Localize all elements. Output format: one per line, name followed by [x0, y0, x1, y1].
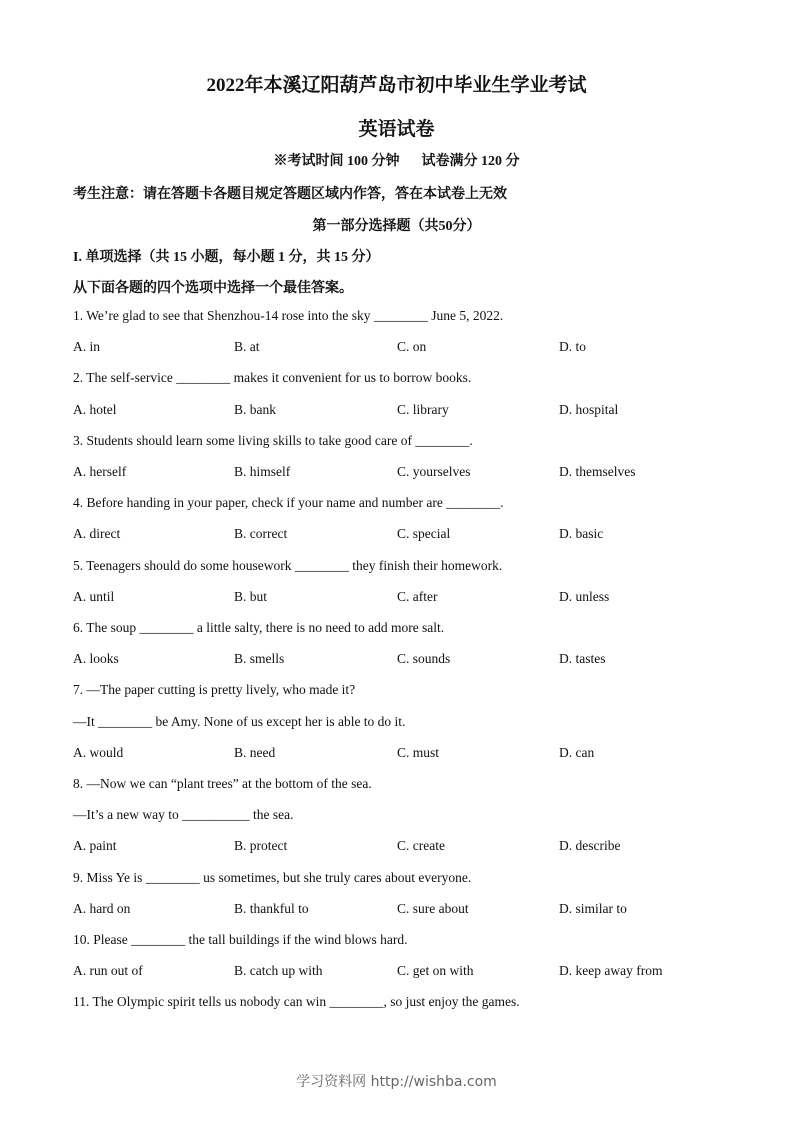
answer-option: C. sure about [397, 900, 469, 916]
question-stem: 2. The self-service ________ makes it convenient for us to borrow books. [73, 370, 472, 386]
answer-option: B. need [234, 744, 276, 760]
answer-option: C. after [397, 588, 438, 604]
section-title: I. 单项选择（共 15 小题，每小题 1 分，共 15 分） [73, 250, 380, 265]
question-stem: 10. Please ________ the tall buildings if the wind blows hard. [73, 932, 408, 947]
time-note: ※考试时间 100 分钟 [273, 154, 400, 169]
answer-option: D. keep away from [559, 963, 663, 979]
question-stem: 9. Miss Ye is ________ us sometimes, but she truly cares about everyone. [73, 869, 472, 885]
answer-option: D. tastes [559, 651, 606, 667]
answer-option: B. catch up with [234, 963, 323, 979]
answer-option: D. describe [559, 838, 621, 854]
exam-time-score [0, 150, 793, 170]
answer-option: B. smells [234, 651, 285, 667]
answer-option: B. correct [234, 526, 288, 542]
section-instruction: 从下面各题的四个选项中选择一个最佳答案。 [73, 281, 353, 296]
answer-option: B. but [234, 588, 268, 604]
answer-option: C. library [397, 401, 449, 417]
question-stem: 4. Before handing in your paper, check if your name and number are ________. [73, 495, 504, 511]
answer-option: D. to [559, 339, 586, 355]
footer-watermark: 学习资料网 http://wishba.com [296, 1074, 497, 1090]
question-dialogue-line: —It ________ be Amy. None of us except her is able to do it. [73, 713, 406, 729]
question-stem: 6. The soup ________ a little salty, there is no need to add more salt. [73, 620, 445, 635]
part-title: 第一部分选择题（共50分） [312, 219, 481, 234]
answer-option: A. hotel [73, 401, 117, 417]
answer-option: C. must [397, 744, 440, 760]
exam-subtitle: 英语试卷 [358, 119, 435, 140]
answer-option: C. special [397, 526, 451, 542]
answer-option: C. yourselves [397, 464, 471, 479]
answer-option: D. can [559, 744, 595, 760]
question-stem: 8. —Now we can “plant trees” at the bottom of the sea. [73, 776, 372, 791]
answer-option: D. hospital [559, 401, 619, 417]
question-stem: 7. —The paper cutting is pretty lively, who made it? [73, 682, 356, 698]
answer-option: A. herself [73, 464, 127, 479]
answer-option: B. at [234, 339, 260, 355]
answer-option: A. paint [73, 838, 117, 854]
answer-option: D. unless [559, 588, 610, 604]
answer-option: A. would [73, 744, 124, 760]
answer-option: B. thankful to [234, 900, 309, 916]
question-stem: 5. Teenagers should do some housework ________ they finish their homework. [73, 557, 503, 573]
question-stem: 1. We’re glad to see that Shenzhou-14 rose into the sky ________ June 5, 2022. [73, 308, 504, 323]
answer-option: B. protect [234, 838, 288, 854]
question-stem: 11. The Olympic spirit tells us nobody can win ________, so just enjoy the games. [73, 994, 520, 1010]
question-stem: 3. Students should learn some living skills to take good care of ________. [73, 432, 473, 448]
answer-option: A. looks [73, 651, 119, 667]
answer-option: C. create [397, 838, 445, 854]
answer-option: C. sounds [397, 651, 451, 667]
answer-option: B. himself [234, 464, 291, 479]
score-note: 试卷满分 120 分 [421, 154, 520, 169]
answer-option: B. bank [234, 401, 276, 417]
answer-option: D. similar to [559, 900, 627, 916]
answer-option: A. hard on [73, 900, 131, 916]
question-dialogue-line: —It’s a new way to __________ the sea. [73, 807, 294, 823]
answer-option: C. on [397, 339, 427, 355]
exam-title: 2022年本溪辽阳葫芦岛市初中毕业生学业考试 [206, 75, 587, 96]
answer-option: D. basic [559, 526, 604, 542]
candidate-notice: 考生注意：请在答题卡各题目规定答题区域内作答，答在本试卷上无效 [73, 187, 507, 202]
answer-option: C. get on with [397, 963, 474, 979]
answer-option: A. direct [73, 526, 121, 542]
answer-option: A. in [73, 339, 100, 355]
answer-option: A. until [73, 588, 115, 604]
answer-option: D. themselves [559, 464, 636, 479]
answer-option: A. run out of [73, 963, 143, 979]
